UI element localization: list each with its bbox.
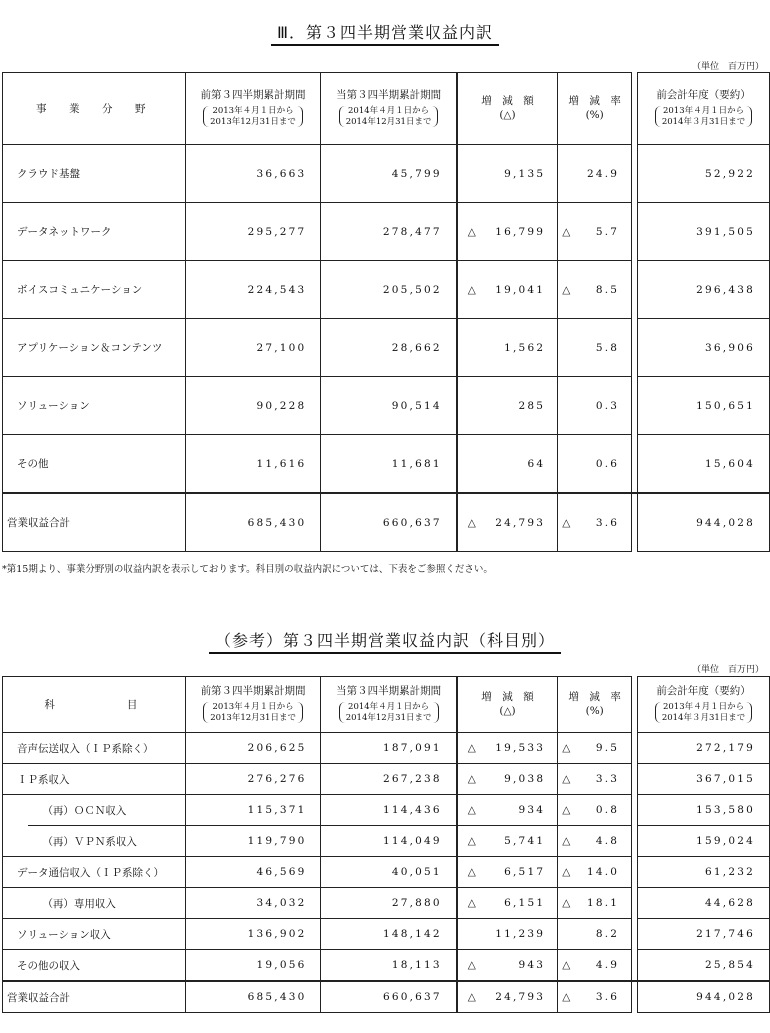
diff-value: △ 943 xyxy=(457,950,558,982)
diff-sign: △ xyxy=(467,742,479,754)
header-rate-2: 増 減 率 (%) xyxy=(558,677,632,733)
prev-value: 36,663 xyxy=(185,145,321,203)
rate-value: 24.9 xyxy=(558,145,632,203)
header-curr: 当第３四半期累計期間 2014年４月１日から 2014年12月31日まで xyxy=(321,73,457,145)
curr-value: 148,142 xyxy=(321,919,457,950)
row-label: 音声伝送収入（ＩＰ系除く） xyxy=(3,733,186,764)
row-label: クラウド基盤 xyxy=(3,145,186,203)
table-header-2 xyxy=(3,677,770,733)
table-row xyxy=(3,981,770,1013)
diff-sign: △ xyxy=(467,773,479,785)
row-label: （再）ＶＰＮ系収入 xyxy=(28,826,185,857)
rate-value: △ 3.3 xyxy=(558,764,632,795)
row-label: 営業収益合計 xyxy=(3,493,186,552)
row-label: ボイスコミュニケーション xyxy=(3,261,186,319)
row-label: アプリケーション＆コンテンツ xyxy=(3,319,186,377)
fy-value: 944,028 xyxy=(638,493,770,552)
diff-value: △ 9,038 xyxy=(457,764,558,795)
section-title-item: （参考）第３四半期営業収益内訳（科目別） xyxy=(0,628,770,651)
rate-value: △ 14.0 xyxy=(558,857,632,888)
diff-sign: △ xyxy=(467,959,479,971)
rate-value: △ 4.8 xyxy=(558,826,632,857)
diff-value: △ 24,793 xyxy=(457,493,558,552)
fy-value: 15,604 xyxy=(638,435,770,494)
row-label: その他 xyxy=(3,435,186,494)
row-label: データネットワーク xyxy=(3,203,186,261)
fy-value: 153,580 xyxy=(638,795,770,826)
prev-value: 685,430 xyxy=(185,493,321,552)
footnote: *第15期より、事業分野別の収益内訳を表示しております。科目別の収益内訳については、下表をご参照ください。 xyxy=(2,564,493,575)
diff-value: 1,562 xyxy=(457,319,558,377)
diff-value: △ 24,793 xyxy=(457,981,558,1013)
fy-value: 296,438 xyxy=(638,261,770,319)
header-prev: 前第３四半期累計期間 2013年４月１日から 2013年12月31日まで xyxy=(185,73,321,145)
diff-value: 9,135 xyxy=(457,145,558,203)
rate-sign: △ xyxy=(562,225,573,238)
curr-value: 11,681 xyxy=(321,435,457,494)
header-diff: 増 減 額 (△) xyxy=(457,73,558,145)
table-row xyxy=(3,888,770,919)
prev-value: 115,371 xyxy=(185,795,321,826)
table-row xyxy=(3,919,770,950)
rate-sign: △ xyxy=(562,773,573,785)
curr-value: 90,514 xyxy=(321,377,457,435)
diff-value: △ 6,517 xyxy=(457,857,558,888)
row-label: ソリューション収入 xyxy=(3,919,186,950)
prev-value: 136,902 xyxy=(185,919,321,950)
fy-value: 944,028 xyxy=(638,981,770,1013)
diff-value: 11,239 xyxy=(457,919,558,950)
diff-sign: △ xyxy=(467,804,479,816)
curr-value: 27,880 xyxy=(321,888,457,919)
fy-value: 44,628 xyxy=(638,888,770,919)
table-row xyxy=(3,435,770,494)
rate-sign: △ xyxy=(562,835,573,847)
fy-value: 217,746 xyxy=(638,919,770,950)
row-label: （再）専用収入 xyxy=(28,888,185,919)
table-row xyxy=(3,826,770,857)
prev-value: 46,569 xyxy=(185,857,321,888)
table-row xyxy=(3,319,770,377)
diff-value: 64 xyxy=(457,435,558,494)
diff-value: △ 19,533 xyxy=(457,733,558,764)
item-revenue-table xyxy=(2,676,770,1013)
fy-value: 25,854 xyxy=(638,950,770,982)
header-rate: 増 減 率 (%) xyxy=(558,73,632,145)
table-row xyxy=(3,261,770,319)
row-label: ソリューション xyxy=(3,377,186,435)
prev-value: 11,616 xyxy=(185,435,321,494)
table-row xyxy=(3,795,770,826)
table-header xyxy=(3,73,770,145)
rate-value: 0.3 xyxy=(558,377,632,435)
rate-sign: △ xyxy=(562,897,573,909)
prev-value: 276,276 xyxy=(185,764,321,795)
curr-value: 660,637 xyxy=(321,981,457,1013)
prev-value: 119,790 xyxy=(185,826,321,857)
rate-value: △ 5.7 xyxy=(558,203,632,261)
diff-value: △ 19,041 xyxy=(457,261,558,319)
curr-value: 114,436 xyxy=(321,795,457,826)
rate-sign: △ xyxy=(562,283,573,296)
prev-value: 224,543 xyxy=(185,261,321,319)
fy-value: 36,906 xyxy=(638,319,770,377)
prev-value: 206,625 xyxy=(185,733,321,764)
fy-value: 52,922 xyxy=(638,145,770,203)
table-row xyxy=(3,764,770,795)
rate-value: △ 9.5 xyxy=(558,733,632,764)
curr-value: 28,662 xyxy=(321,319,457,377)
curr-value: 40,051 xyxy=(321,857,457,888)
rate-value: 8.2 xyxy=(558,919,632,950)
header-curr-2: 当第３四半期累計期間 2014年４月１日から 2014年12月31日まで xyxy=(321,677,457,733)
diff-sign: △ xyxy=(467,835,479,847)
diff-sign: △ xyxy=(467,225,479,238)
row-label: 営業収益合計 xyxy=(3,981,186,1013)
fy-value: 61,232 xyxy=(638,857,770,888)
diff-value: △ 934 xyxy=(457,795,558,826)
rate-value: △ 0.8 xyxy=(558,795,632,826)
row-label: ＩＰ系収入 xyxy=(3,764,186,795)
unit-label-2: （単位 百万円） xyxy=(691,665,764,675)
fy-value: 272,179 xyxy=(638,733,770,764)
table-row xyxy=(3,377,770,435)
header-segment: 事 業 分 野 xyxy=(3,73,186,145)
header-fy: 前会計年度（要約） 2013年４月１日から 2014年３月31日まで xyxy=(638,73,770,145)
prev-value: 34,032 xyxy=(185,888,321,919)
rate-value: △ 3.6 xyxy=(558,981,632,1013)
rate-value: △ 4.9 xyxy=(558,950,632,982)
diff-sign: △ xyxy=(467,897,479,909)
row-label: （再）ＯＣＮ収入 xyxy=(28,795,185,826)
curr-value: 205,502 xyxy=(321,261,457,319)
fy-value: 367,015 xyxy=(638,764,770,795)
rate-value: 0.6 xyxy=(558,435,632,494)
header-prev-2: 前第３四半期累計期間 2013年４月１日から 2013年12月31日まで xyxy=(185,677,321,733)
table-row xyxy=(3,203,770,261)
rate-sign: △ xyxy=(562,959,573,971)
fy-value: 150,651 xyxy=(638,377,770,435)
prev-value: 295,277 xyxy=(185,203,321,261)
curr-value: 45,799 xyxy=(321,145,457,203)
rate-sign: △ xyxy=(562,516,573,529)
table-row xyxy=(3,733,770,764)
diff-sign: △ xyxy=(467,991,479,1003)
prev-value: 685,430 xyxy=(185,981,321,1013)
diff-value: △ 16,799 xyxy=(457,203,558,261)
prev-value: 90,228 xyxy=(185,377,321,435)
fy-value: 159,024 xyxy=(638,826,770,857)
curr-value: 267,238 xyxy=(321,764,457,795)
curr-value: 660,637 xyxy=(321,493,457,552)
diff-sign: △ xyxy=(467,516,479,529)
rate-value: △ 3.6 xyxy=(558,493,632,552)
table-row xyxy=(3,857,770,888)
segment-revenue-table xyxy=(2,72,770,552)
row-label: データ通信収入（ＩＰ系除く） xyxy=(3,857,186,888)
header-fy-2: 前会計年度（要約） 2013年４月１日から 2014年３月31日まで xyxy=(638,677,770,733)
header-diff-2: 増 減 額 (△) xyxy=(457,677,558,733)
diff-sign: △ xyxy=(467,283,479,296)
rate-value: △ 18.1 xyxy=(558,888,632,919)
table-row xyxy=(3,493,770,552)
rate-sign: △ xyxy=(562,991,573,1003)
table-row xyxy=(3,950,770,982)
rate-value: 5.8 xyxy=(558,319,632,377)
rate-sign: △ xyxy=(562,742,573,754)
unit-label: （単位 百万円） xyxy=(691,62,764,72)
rate-sign: △ xyxy=(562,866,573,878)
rate-sign: △ xyxy=(562,804,573,816)
diff-sign: △ xyxy=(467,866,479,878)
table-row xyxy=(3,145,770,203)
header-item: 科 目 xyxy=(3,677,186,733)
prev-value: 19,056 xyxy=(185,950,321,982)
diff-value: △ 5,741 xyxy=(457,826,558,857)
prev-value: 27,100 xyxy=(185,319,321,377)
rate-value: △ 8.5 xyxy=(558,261,632,319)
diff-value: 285 xyxy=(457,377,558,435)
section-title-segment: Ⅲ．第３四半期営業収益内訳 xyxy=(0,20,770,43)
fy-value: 391,505 xyxy=(638,203,770,261)
row-label: その他の収入 xyxy=(3,950,186,982)
curr-value: 18,113 xyxy=(321,950,457,982)
curr-value: 278,477 xyxy=(321,203,457,261)
curr-value: 114,049 xyxy=(321,826,457,857)
curr-value: 187,091 xyxy=(321,733,457,764)
diff-value: △ 6,151 xyxy=(457,888,558,919)
